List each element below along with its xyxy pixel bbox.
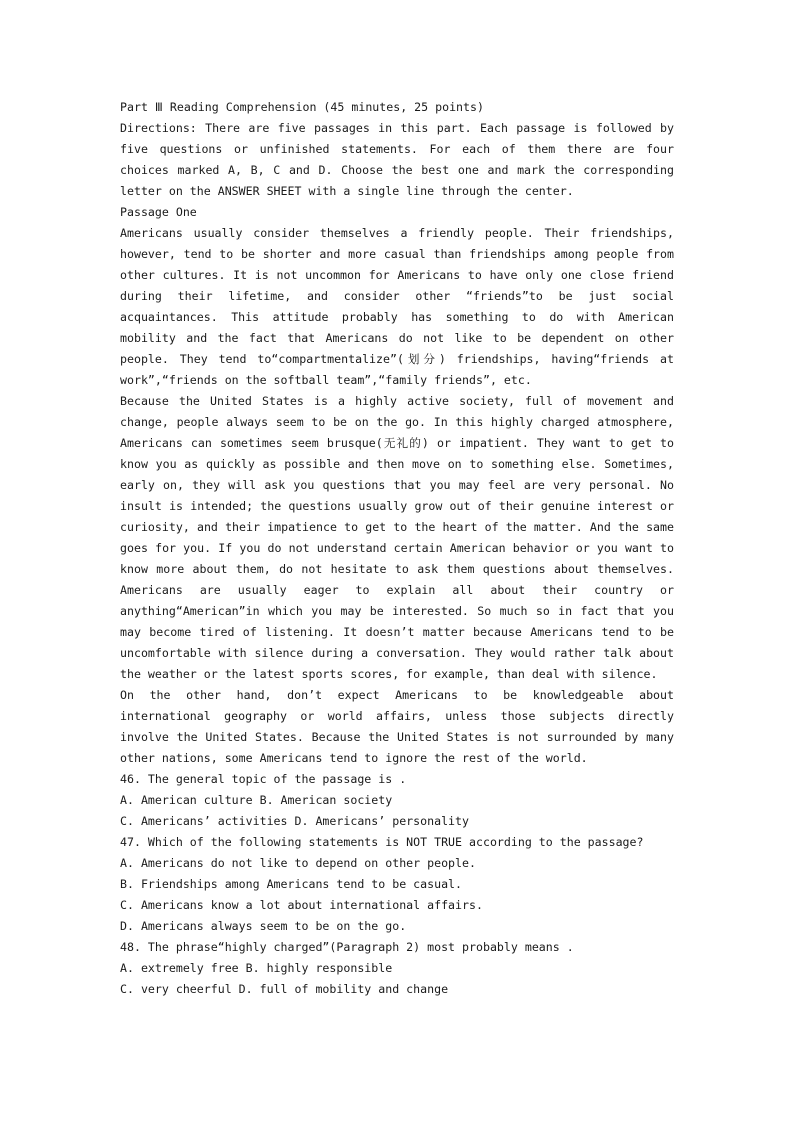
- document-page: [120, 97, 674, 1000]
- passage-title: Passage One: [120, 205, 197, 219]
- paragraph-1: Americans usually consider themselves a friendly people. Their friendships, however, tend to be shorter and more casual than friendships among people from other cultures. It is not uncommon for Americans to have only one close friend during their lifetime, and consider other “friends”to be just social acquaintances. This attitude probably has something to do with American mobility and the fact that Americans do not like to be dependent on other people. They tend to“compartmentalize”(划分) friendships, having“friends at work”,“friends on the softball team”,“family friends”, etc.: [120, 226, 674, 387]
- question-stem: 48. The phrase“highly charged”(Paragraph 2) most probably means .: [120, 940, 574, 954]
- option-row: C. Americans’ activities D. Americans’ personality: [120, 814, 470, 828]
- option-row: C. very cheerful D. full of mobility and change: [120, 982, 449, 996]
- question-stem: 46. The general topic of the passage is .: [120, 772, 407, 786]
- option-row: A. Americans do not like to depend on other people.: [120, 856, 476, 870]
- section-title: Part Ⅲ Reading Comprehension (45 minutes, 25 points): [120, 100, 484, 114]
- option-row: C. Americans know a lot about international affairs.: [120, 898, 483, 912]
- paragraph-2: Because the United States is a highly active society, full of movement and change, people always seem to be on the go. In this highly charged atmosphere, Americans can sometimes seem brusque(无礼的) or impatient. They want to get to know you as quickly as possible and then move on to something else. Sometimes, early on, they will ask you questions that you may feel are very personal. No insult is intended; the questions usually grow out of their genuine interest or curiosity, and their impatience to get to the heart of the matter. And the same goes for you. If you do not understand certain American behavior or you want to know more about them, do not hesitate to ask them questions about themselves. Americans are usually eager to explain all about their country or anything“American”in which you may be interested. So much so in fact that you may become tired of listening. It doesn’t matter because Americans tend to be uncomfortable with silence during a conversation. They would rather talk about the weather or the latest sports scores, for example, than deal with silence.: [120, 394, 674, 681]
- option-row: D. Americans always seem to be on the go.: [120, 919, 407, 933]
- option-row: B. Friendships among Americans tend to be casual.: [120, 877, 463, 891]
- question-48: [120, 937, 674, 1000]
- question-46: [120, 769, 674, 832]
- question-47: [120, 832, 674, 937]
- directions-text: Directions: There are five passages in this part. Each passage is followed by five questions or unfinished statements. For each of them there are four choices marked A, B, C and D. Choose the best one and mark the corresponding letter on the ANSWER SHEET with a single line through the center.: [120, 121, 674, 198]
- question-stem: 47. Which of the following statements is NOT TRUE according to the passage?: [120, 835, 644, 849]
- paragraph-3: On the other hand, don’t expect Americans to be knowledgeable about international geography or world affairs, unless those subjects directly involve the United States. Because the United States is not surrounded by many other nations, some Americans tend to ignore the rest of the world.: [120, 688, 674, 765]
- option-row: A. American culture B. American society: [120, 793, 393, 807]
- option-row: A. extremely free B. highly responsible: [120, 961, 393, 975]
